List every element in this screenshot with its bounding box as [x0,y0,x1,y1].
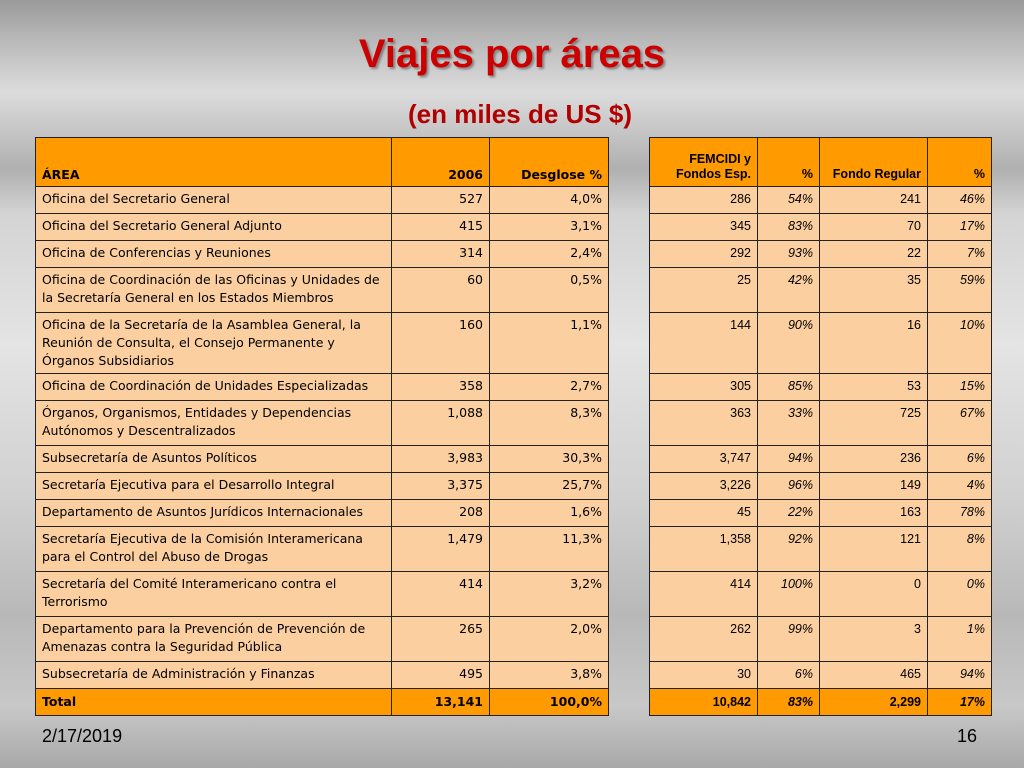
regular-value: 16 [820,313,928,374]
area-name: Secretaría Ejecutiva para el Desarrollo Integral [36,473,392,500]
area-total: 358 [392,374,490,401]
femcidi-value: 292 [650,241,758,268]
slide-subtitle: (en miles de US $) [408,99,632,129]
funding-table-header [650,138,992,187]
femcidi-value: 414 [650,572,758,617]
area-pct: 3,2% [490,572,609,617]
femcidi-value: 345 [650,214,758,241]
area-total: 415 [392,214,490,241]
total-value: 13,141 [392,689,490,716]
table-row [36,313,609,374]
total-femcidi: 10,842 [650,689,758,716]
header-area: ÁREA [36,138,392,187]
regular-pct: 1% [928,617,992,662]
regular-value: 236 [820,446,928,473]
femcidi-value: 3,747 [650,446,758,473]
area-table [35,137,609,716]
femcidi-pct: 54% [758,187,820,214]
femcidi-value: 3,226 [650,473,758,500]
regular-pct: 10% [928,313,992,374]
area-total: 208 [392,500,490,527]
table-row [650,617,992,662]
femcidi-pct: 100% [758,572,820,617]
area-total: 3,375 [392,473,490,500]
area-total: 527 [392,187,490,214]
regular-value: 149 [820,473,928,500]
table-row [650,241,992,268]
total-pct: 100,0% [490,689,609,716]
femcidi-pct: 6% [758,662,820,689]
area-name: Subsecretaría de Asuntos Políticos [36,446,392,473]
femcidi-value: 305 [650,374,758,401]
table-row [650,374,992,401]
regular-value: 3 [820,617,928,662]
total-regular-pct: 17% [928,689,992,716]
area-pct: 3,8% [490,662,609,689]
table-row [36,241,609,268]
table-row [36,527,609,572]
footer-page-number: 16 [957,726,978,746]
table-row [650,214,992,241]
area-name: Oficina de Coordinación de las Oficinas y Unidades de la Secretaría General en los Estados Miembros [36,268,392,313]
table-row [650,313,992,374]
area-name: Subsecretaría de Administración y Finanzas [36,662,392,689]
total-row [650,689,992,716]
total-row [36,689,609,716]
area-pct: 4,0% [490,187,609,214]
femcidi-value: 363 [650,401,758,446]
regular-value: 53 [820,374,928,401]
funding-table [649,137,992,716]
header-regular: Fondo Regular [820,138,928,187]
regular-value: 163 [820,500,928,527]
regular-value: 22 [820,241,928,268]
table-row [36,187,609,214]
femcidi-pct: 93% [758,241,820,268]
regular-pct: 67% [928,401,992,446]
area-name: Oficina del Secretario General [36,187,392,214]
area-pct: 11,3% [490,527,609,572]
femcidi-pct: 96% [758,473,820,500]
area-name: Secretaría del Comité Interamericano contra el Terrorismo [36,572,392,617]
table-row [650,527,992,572]
femcidi-value: 286 [650,187,758,214]
area-total: 3,983 [392,446,490,473]
femcidi-pct: 99% [758,617,820,662]
regular-pct: 0% [928,572,992,617]
table-row [36,500,609,527]
table-row [650,187,992,214]
area-table-header [36,138,609,187]
area-name: Oficina del Secretario General Adjunto [36,214,392,241]
femcidi-pct: 83% [758,214,820,241]
slide-title: Viajes por áreas [358,32,666,76]
area-total: 314 [392,241,490,268]
area-total: 60 [392,268,490,313]
femcidi-pct: 33% [758,401,820,446]
regular-pct: 78% [928,500,992,527]
area-pct: 8,3% [490,401,609,446]
area-pct: 30,3% [490,446,609,473]
femcidi-pct: 90% [758,313,820,374]
table-row [36,374,609,401]
table-row [36,268,609,313]
regular-pct: 4% [928,473,992,500]
regular-value: 725 [820,401,928,446]
table-row [650,401,992,446]
regular-pct: 94% [928,662,992,689]
area-pct: 1,6% [490,500,609,527]
area-pct: 2,7% [490,374,609,401]
regular-value: 0 [820,572,928,617]
table-row [36,662,609,689]
area-total: 495 [392,662,490,689]
total-label: Total [36,689,392,716]
table-row [650,473,992,500]
table-row [650,446,992,473]
femcidi-value: 1,358 [650,527,758,572]
regular-pct: 17% [928,214,992,241]
header-femcidi-pct: % [758,138,820,187]
area-pct: 25,7% [490,473,609,500]
femcidi-value: 144 [650,313,758,374]
femcidi-pct: 85% [758,374,820,401]
area-pct: 1,1% [490,313,609,374]
regular-pct: 46% [928,187,992,214]
femcidi-pct: 94% [758,446,820,473]
area-total: 160 [392,313,490,374]
area-name: Órganos, Organismos, Entidades y Dependencias Autónomos y Descentralizados [36,401,392,446]
regular-pct: 8% [928,527,992,572]
header-regular-pct: % [928,138,992,187]
table-row [36,617,609,662]
femcidi-value: 45 [650,500,758,527]
regular-pct: 6% [928,446,992,473]
table-row [36,572,609,617]
area-name: Oficina de la Secretaría de la Asamblea General, la Reunión de Consulta, el Consejo Permanente y Órganos Subsidiarios [36,313,392,374]
area-pct: 0,5% [490,268,609,313]
femcidi-value: 262 [650,617,758,662]
femcidi-value: 30 [650,662,758,689]
femcidi-pct: 42% [758,268,820,313]
regular-pct: 59% [928,268,992,313]
area-name: Secretaría Ejecutiva de la Comisión Interamericana para el Control del Abuso de Drogas [36,527,392,572]
table-row [36,214,609,241]
area-name: Departamento de Asuntos Jurídicos Internacionales [36,500,392,527]
area-name: Oficina de Coordinación de Unidades Especializadas [36,374,392,401]
regular-value: 70 [820,214,928,241]
table-row [650,500,992,527]
femcidi-value: 25 [650,268,758,313]
table-row [36,446,609,473]
footer-date: 2/17/2019 [42,726,123,746]
area-total: 1,479 [392,527,490,572]
table-row [36,401,609,446]
area-pct: 2,0% [490,617,609,662]
header-femcidi: FEMCIDI y Fondos Esp. [650,138,758,187]
total-femcidi-pct: 83% [758,689,820,716]
regular-value: 465 [820,662,928,689]
area-name: Departamento para la Prevención de Prevención de Amenazas contra la Seguridad Pública [36,617,392,662]
femcidi-pct: 22% [758,500,820,527]
area-pct: 3,1% [490,214,609,241]
header-year: 2006 [392,138,490,187]
area-total: 1,088 [392,401,490,446]
table-row [650,572,992,617]
area-total: 414 [392,572,490,617]
table-row [650,662,992,689]
femcidi-pct: 92% [758,527,820,572]
header-breakdown: Desglose % [490,138,609,187]
table-row [650,268,992,313]
regular-pct: 7% [928,241,992,268]
table-row [36,473,609,500]
total-regular: 2,299 [820,689,928,716]
regular-value: 35 [820,268,928,313]
area-name: Oficina de Conferencias y Reuniones [36,241,392,268]
area-total: 265 [392,617,490,662]
regular-pct: 15% [928,374,992,401]
regular-value: 241 [820,187,928,214]
regular-value: 121 [820,527,928,572]
area-pct: 2,4% [490,241,609,268]
